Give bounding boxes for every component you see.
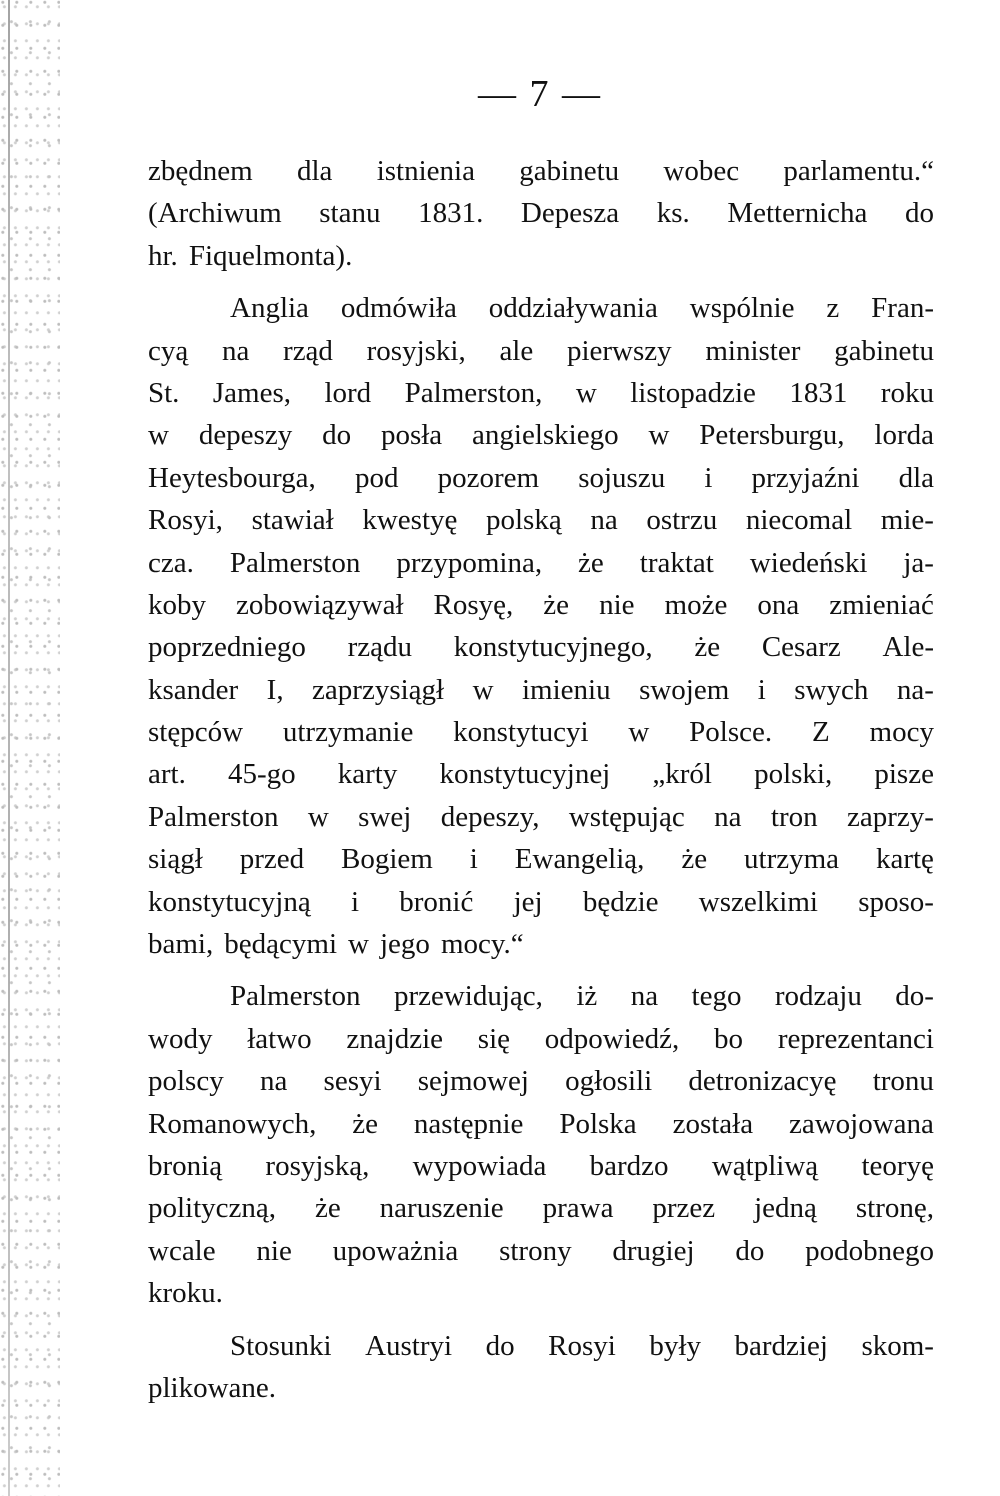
text-line: konstytucyjną i bronić jej będzie wszelkimi sposo- xyxy=(148,885,934,918)
page-binding-edge xyxy=(8,0,10,1496)
text-line: Romanowych, że następnie Polska została zawojowana xyxy=(148,1107,934,1140)
text-line: wcale nie upoważnia strony drugiej do podobnego xyxy=(148,1234,934,1267)
text-line: w depeszy do posła angielskiego w Petersburgu, lorda xyxy=(148,419,934,452)
paragraph-gap xyxy=(148,965,934,975)
text-line: Rosyi, stawiał kwestyę polską na ostrzu niecomal mie- xyxy=(148,504,934,537)
text-line: plikowane. xyxy=(148,1371,277,1404)
text-line: koby zobowiązywał Rosyę, że nie może ona zmieniać xyxy=(148,588,934,621)
text-line: Heytesbourga, pod pozorem sojuszu i przyjaźni dla xyxy=(148,461,934,494)
text-line: cza. Palmerston przypomina, że traktat wiedeński ja- xyxy=(148,546,934,579)
text-line: Anglia odmówiła oddziaływania wspólnie z Fran- xyxy=(230,292,934,325)
paragraph xyxy=(148,975,934,1314)
text-line: siągł przed Bogiem i Ewangelią, że utrzyma kartę xyxy=(148,843,934,876)
text-line: (Archiwum stanu 1831. Depesza ks. Metternicha do xyxy=(148,197,934,230)
text-line: bronią rosyjską, wypowiada bardzo wątpliwą teoryę xyxy=(148,1149,934,1182)
text-line: hr. Fiquelmonta). xyxy=(148,239,353,272)
text-line: Stosunki Austryi do Rosyi były bardziej skom- xyxy=(230,1329,934,1362)
text-line: bami, będącymi w jego mocy.“ xyxy=(148,928,524,961)
text-line: poprzedniego rządu konstytucyjnego, że Cesarz Ale- xyxy=(148,631,934,664)
text-line: cyą na rząd rosyjski, ale pierwszy minister gabinetu xyxy=(148,334,934,367)
text-line: polityczną, że naruszenie prawa przez jedną stronę, xyxy=(148,1192,934,1225)
text-line: zbędnem dla istnienia gabinetu wobec parlamentu.“ xyxy=(148,155,934,187)
paragraph xyxy=(148,287,934,965)
text-line: ksander I, zaprzysiągł w imieniu swojem i swych na- xyxy=(148,673,934,706)
text-line: art. 45-go karty konstytucyjnej „król polski, pisze xyxy=(148,758,934,791)
text-line: stępców utrzymanie konstytucyi w Polsce. Z mocy xyxy=(148,716,934,749)
paragraph-gap xyxy=(148,277,934,287)
text-line: Palmerston w swej depeszy, wstępując na tron zaprzy- xyxy=(148,800,934,833)
text-line: kroku. xyxy=(148,1277,223,1310)
page-number: — 7 — xyxy=(478,73,602,115)
text-line: wody łatwo znajdzie się odpowiedź, bo reprezentanci xyxy=(148,1022,934,1055)
text-line: Palmerston przewidując, iż na tego rodzaju do- xyxy=(230,980,934,1013)
paragraph-gap xyxy=(148,1315,934,1325)
paragraph xyxy=(148,150,934,277)
text-line: St. James, lord Palmerston, w listopadzie 1831 roku xyxy=(148,376,934,409)
body-text xyxy=(148,150,934,1409)
paragraph xyxy=(148,1325,934,1410)
text-line: polscy na sesyi sejmowej ogłosili detronizacyę tronu xyxy=(148,1065,934,1098)
